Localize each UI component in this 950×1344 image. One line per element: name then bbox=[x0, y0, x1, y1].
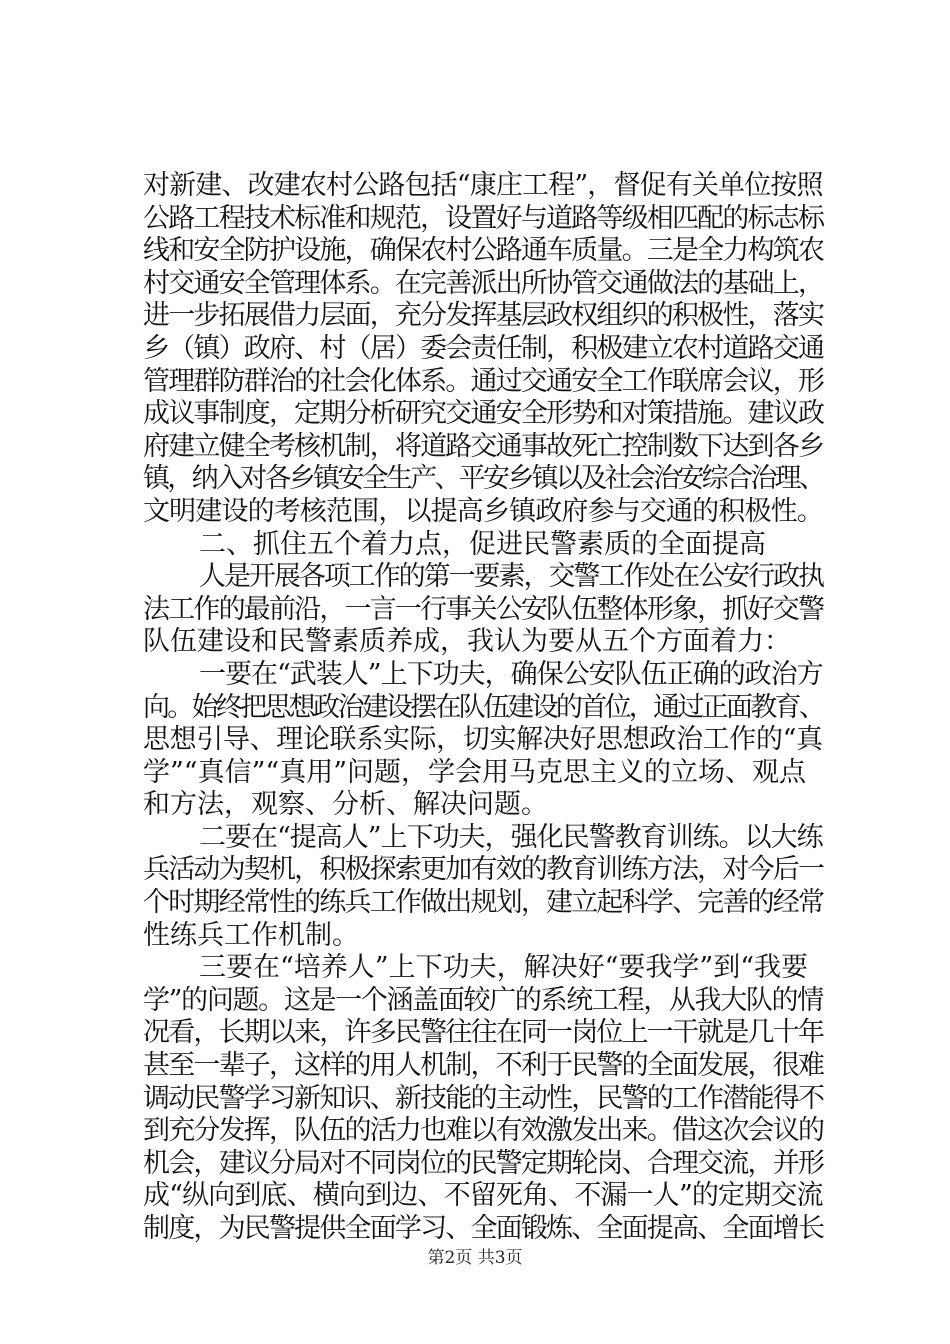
text-line: 公路工程技术标准和规范，设置好与道路等级相匹配的标志标 bbox=[143, 202, 824, 234]
text-line: 和方法，观察、分析、解决问题。 bbox=[143, 789, 548, 821]
text-line: 管理群防群治的社会化体系。通过交通安全工作联席会议，形 bbox=[143, 365, 824, 397]
text-line: 学”的问题。这是一个涵盖面较广的系统工程，从我大队的情 bbox=[143, 984, 823, 1016]
text-line: 成“纵向到底、横向到边、不留死角、不漏一人”的定期交流 bbox=[143, 1180, 823, 1212]
text-line: 个时期经常性的练兵工作做出规划，建立起科学、完善的经常 bbox=[143, 887, 824, 919]
text-line: 调动民警学习新知识、新技能的主动性，民警的工作潜能得不 bbox=[143, 1082, 824, 1114]
text-line: 二要在“提高人”上下功夫，强化民警教育训练。以大练 bbox=[199, 821, 823, 853]
text-line: 对新建、改建农村公路包括“康庄工程”，督促有关单位按照 bbox=[143, 170, 823, 201]
text-line: 制度，为民警提供全面学习、全面锻炼、全面提高、全面增长 bbox=[143, 1213, 824, 1244]
text-line: 文明建设的考核范围，以提高乡镇政府参与交通的积极性。 bbox=[143, 495, 823, 527]
page-number-footer: 第2页 共3页 bbox=[427, 1248, 523, 1268]
text-line: 二、抓住五个着力点，促进民警素质的全面提高 bbox=[199, 528, 766, 560]
text-line: 成议事制度，定期分析研究交通安全形势和对策措施。建议政 bbox=[143, 398, 824, 430]
text-line: 一要在“武装人”上下功夫，确保公安队伍正确的政治方 bbox=[199, 658, 823, 690]
text-line: 三要在“培养人”上下功夫，解决好“要我学”到“我要 bbox=[199, 952, 809, 984]
text-line: 人是开展各项工作的第一要素，交警工作处在公安行政执 bbox=[199, 561, 823, 593]
text-line: 村交通安全管理体系。在完善派出所协管交通做法的基础上， bbox=[143, 267, 824, 299]
text-line: 况看，长期以来，许多民警往往在同一岗位上一干就是几十年 bbox=[143, 1017, 824, 1049]
document-body bbox=[143, 170, 823, 1246]
text-line: 机会，建议分局对不同岗位的民警定期轮岗、合理交流，并形 bbox=[143, 1147, 824, 1179]
text-line: 兵活动为契机，积极探索更加有效的教育训练方法，对今后一 bbox=[143, 854, 824, 886]
text-line: 府建立健全考核机制，将道路交通事故死亡控制数下达到各乡 bbox=[143, 430, 824, 462]
text-line: 向。始终把思想政治建设摆在队伍建设的首位，通过正面教育、 bbox=[143, 691, 824, 723]
text-line: 思想引导、理论联系实际，切实解决好思想政治工作的“真 bbox=[143, 724, 823, 756]
text-line: 法工作的最前沿，一言一行事关公安队伍整体形象，抓好交警 bbox=[143, 593, 824, 625]
text-line: 甚至一辈子，这样的用人机制，不利于民警的全面发展，很难 bbox=[143, 1050, 824, 1082]
text-line: 进一步拓展借力层面，充分发挥基层政权组织的积极性，落实 bbox=[143, 300, 824, 332]
text-line: 性练兵工作机制。 bbox=[143, 919, 359, 951]
text-line: 队伍建设和民警素质养成，我认为要从五个方面着力： bbox=[143, 626, 791, 658]
text-line: 乡（镇）政府、村（居）委会责任制，积极建立农村道路交通 bbox=[143, 332, 824, 364]
text-line: 到充分发挥，队伍的活力也难以有效激发出来。借这次会议的 bbox=[143, 1115, 824, 1147]
text-line: 学”“真信”“真用”问题，学会用马克思主义的立场、观点 bbox=[143, 756, 807, 788]
text-line: 线和安全防护设施，确保农村公路通车质量。三是全力构筑农 bbox=[143, 235, 824, 267]
text-line: 镇，纳入对各乡镇安全生产、平安乡镇以及社会治安综合治理、 bbox=[143, 463, 824, 495]
